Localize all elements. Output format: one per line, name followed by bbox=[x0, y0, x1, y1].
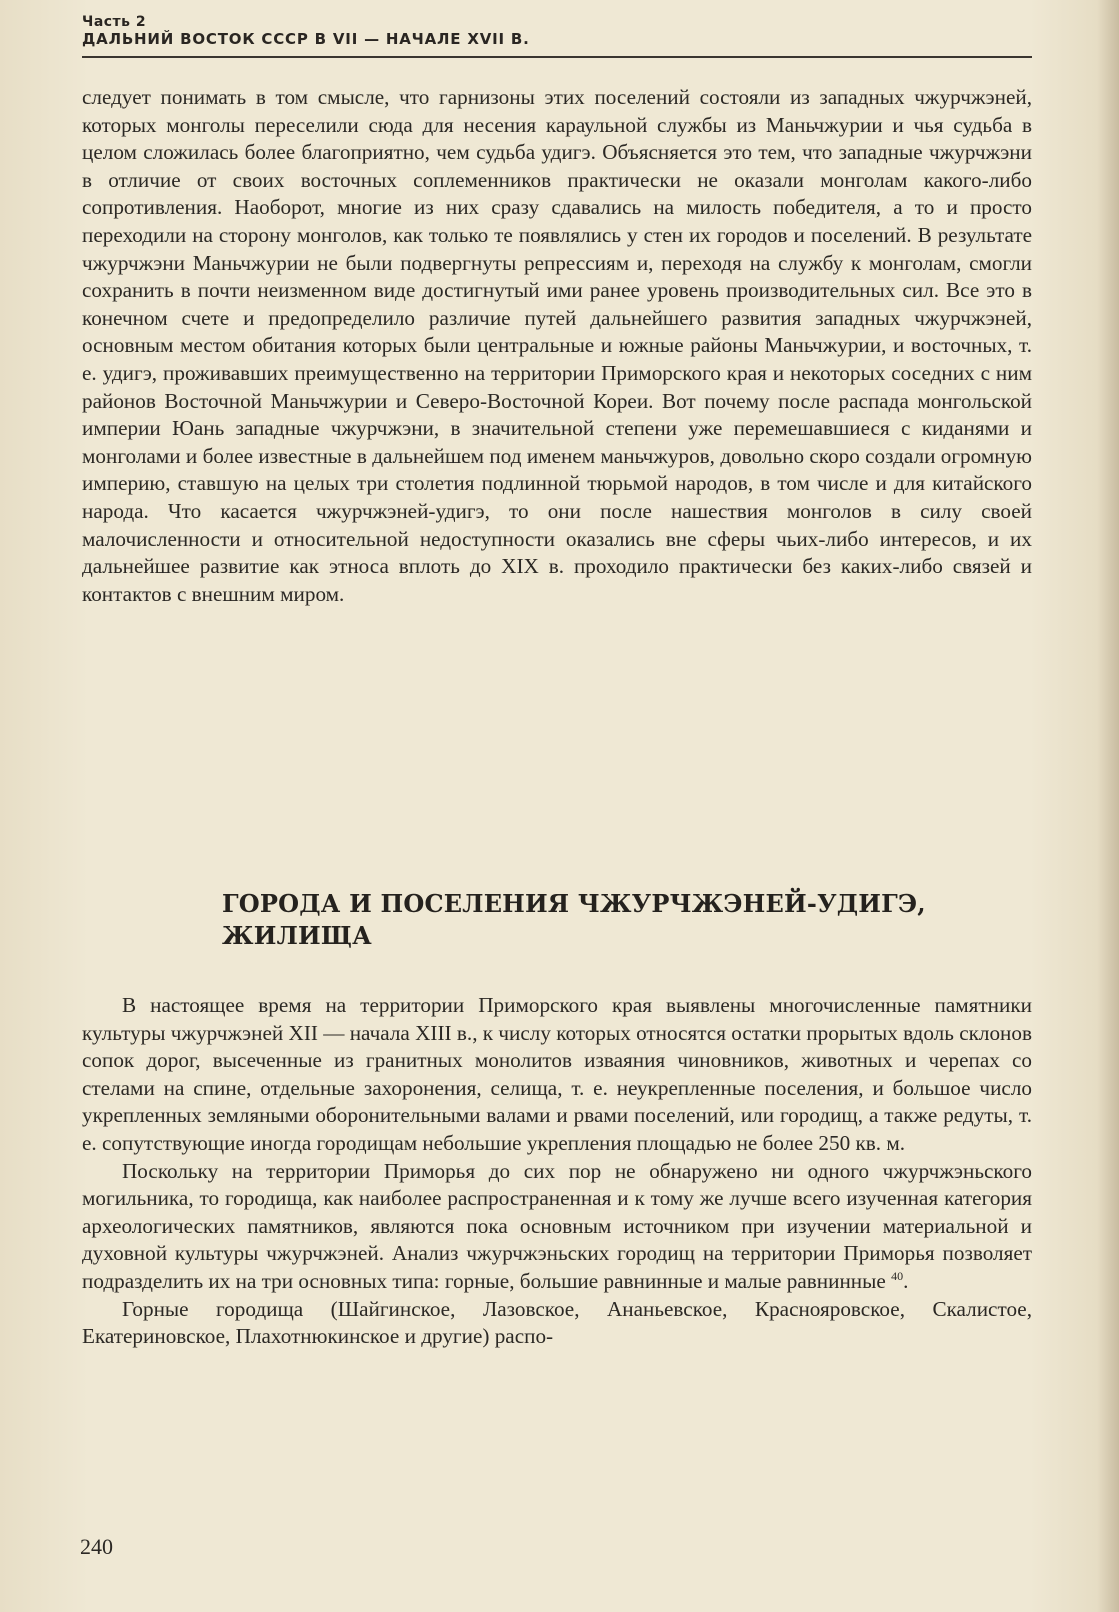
section-heading-line-2: ЖИЛИЩА bbox=[222, 921, 372, 950]
running-header bbox=[82, 14, 1032, 48]
paragraph-2 bbox=[82, 1158, 1032, 1296]
continued-paragraph: следует понимать в том смысле, что гарнизоны этих поселений состояли из западных чжурчжэней, которых монголы переселили сюда для несения караульной службы из Маньчжурии и чья судьба в целом сложилась более благоприятно, чем судьба удигэ. Объясняется это тем, что западные чжурчжэни в отличие от своих восточных соплеменников практически не оказали монголам какого-либо сопротивления. Наоборот, многие из них сразу сдавались на милость победителя, а то и просто переходили на сторону монголов, как только те появлялись у стен их городов и поселений. В результате чжурчжэни Маньчжурии не были подвергнуты репрессиям и, переходя на службу к монголам, смогли сохранить в почти неизменном виде достигнутый ими ранее уровень производительных сил. Все это в конечном счете и предопределило различие путей дальнейшего развития западных чжурчжэней, основным местом обитания которых были центральные и южные районы Маньчжурии, и восточных, т. е. удигэ, проживавших преимущественно на территории Приморского края и некоторых соседних с ним районов Восточной Маньчжурии и Северо-Восточной Кореи. Вот почему после распада монгольской империи Юань западные чжурчжэни, в значительной степени уже перемешавшиеся с киданями и монголами и более известные в дальнейшем под именем маньчжуров, довольно скоро создали огромную империю, ставшую на целых три столетия подлинной тюрьмой народов, в том числе и для китайского народа. Что касается чжурчжэней-удигэ, то они после нашествия монголов в силу своей малочисленности и относительной недоступности оказались вне сферы чьих-либо интересов, и их дальнейшее развитие как этноса вплоть до XIX в. проходило практически без каких-либо связей и контактов с внешним миром. bbox=[82, 85, 1032, 606]
paragraph-3: Горные городища (Шайгинское, Лазовское, Ананьевское, Краснояровское, Скалистое, Екатериновское, Плахотнюкинское и другие) распо- bbox=[82, 1296, 1032, 1349]
continued-text-block bbox=[82, 84, 1032, 608]
paragraph-2-end: . bbox=[903, 1268, 909, 1293]
page-number: 240 bbox=[80, 1534, 113, 1559]
section-text-block bbox=[82, 992, 1032, 1351]
section-heading bbox=[222, 888, 962, 952]
running-section-title: ДАЛЬНИЙ ВОСТОК СССР В VII — НАЧАЛЕ XVII В. bbox=[82, 30, 530, 48]
paragraph-1: В настоящее время на территории Приморского края выявлены многочисленные памятники культуры чжурчжэней XII — начала XIII в., к числу которых относятся остатки прорытых вдоль склонов сопок дорог, высеченные из гранитных монолитов изваяния чиновников, животных и черепах со стелами на спине, отдельные захоронения, селища, т. е. неукрепленные поселения, и большое число укрепленных земляными оборонительными валами и рвами поселений, или городищ, а также редуты, т. е. сопутствующие иногда городищам небольшие укрепления площадью не более 250 кв. м. bbox=[82, 993, 1032, 1155]
page-edge-shadow bbox=[1097, 0, 1119, 1612]
part-label: Часть 2 bbox=[82, 14, 147, 30]
section-heading-line-1: ГОРОДА И ПОСЕЛЕНИЯ ЧЖУРЧЖЭНЕЙ-УДИГЭ, bbox=[222, 889, 926, 918]
paragraph-2-text: Поскольку на территории Приморья до сих пор не обнаружено ни одного чжурчжэньского могильника, то городища, как наиболее распространенная и к тому же лучше всего изученная категория археологических памятников, являются пока основным источником при изучении материальной и духовной культуры чжурчжэней. Анализ чжурчжэньских городищ на территории Приморья позволяет подразделить их на три основных типа: горные, большие равнинные и малые равнинные bbox=[82, 1158, 1032, 1293]
footnote-marker[interactable]: 40 bbox=[891, 1268, 904, 1283]
header-rule bbox=[82, 56, 1032, 58]
